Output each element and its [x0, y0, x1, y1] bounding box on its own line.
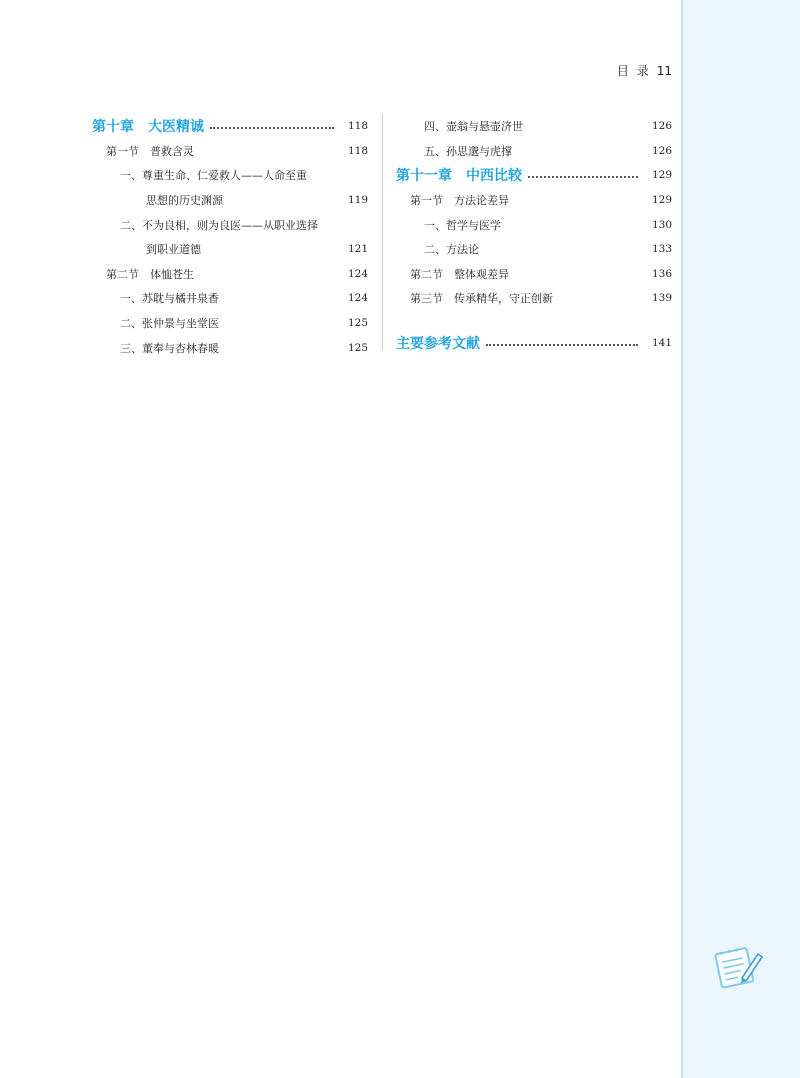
toc-entry-title: 第十章 大医精诚 [92, 119, 204, 136]
toc-entry-page: 130 [651, 218, 672, 231]
toc-entry-title: 一、尊重生命、仁爱救人——人命至重 [120, 169, 307, 183]
toc-entry-page: 129 [651, 169, 672, 182]
toc-entry-title: 到职业道德 [146, 243, 201, 257]
dot-leader [486, 344, 638, 346]
toc-right-column [396, 114, 672, 355]
toc-entry-page: 119 [347, 194, 368, 207]
toc-entry-title: 第二节 整体观差异 [410, 267, 509, 281]
toc-entry-sub[interactable] [92, 163, 368, 188]
toc-entry-page: 124 [347, 292, 368, 305]
toc-entry-title: 第三节 传承精华，守正创新 [410, 292, 553, 306]
toc-entry-sec[interactable] [92, 139, 368, 164]
toc-entry-title: 第一节 方法论差异 [410, 194, 509, 208]
toc-spacer [396, 311, 672, 331]
toc-entry-chap[interactable] [396, 331, 672, 356]
page-edge-line [681, 0, 683, 1078]
notebook-pencil-icon [712, 940, 764, 992]
toc-entry-title: 一、苏耽与橘井泉香 [120, 292, 219, 306]
toc-entry-title: 五、孙思邈与虎撑 [424, 144, 512, 158]
toc-entry-sub[interactable] [92, 286, 368, 311]
toc-entry-page: 141 [651, 337, 672, 350]
toc-entry-title: 二、方法论 [424, 243, 479, 257]
toc-entry-title: 一、哲学与医学 [424, 218, 501, 232]
toc-entry-page: 126 [651, 144, 672, 157]
toc-entry-page: 139 [651, 292, 672, 305]
toc-entry-page: 118 [347, 144, 368, 157]
toc-entry-title: 二、不为良相，则为良医——从职业选择 [120, 218, 318, 232]
toc-entry-sub[interactable] [396, 237, 672, 262]
toc-entry-sec[interactable] [396, 286, 672, 311]
toc-entry-title: 二、张仲景与坐堂医 [120, 317, 219, 331]
toc-entry-title: 三、董奉与杏林春暖 [120, 341, 219, 355]
toc-entry-page: 125 [347, 341, 368, 354]
toc-entry-page: 126 [651, 120, 672, 133]
toc-entry-page: 125 [347, 317, 368, 330]
toc-entry-cont[interactable] [92, 188, 368, 213]
toc-entry-sub[interactable] [396, 139, 672, 164]
column-divider [382, 114, 383, 350]
toc-entry-title: 四、壶翁与悬壶济世 [424, 120, 523, 134]
toc-entry-sub[interactable] [396, 114, 672, 139]
toc-left-column [92, 114, 368, 360]
toc-entry-cont[interactable] [92, 237, 368, 262]
toc-entry-sub[interactable] [92, 311, 368, 336]
dot-leader [210, 127, 334, 129]
toc-entry-sub[interactable] [92, 212, 368, 237]
toc-entry-sec[interactable] [92, 262, 368, 287]
toc-entry-sub[interactable] [396, 212, 672, 237]
toc-entry-page: 133 [651, 243, 672, 256]
page-number: 11 [656, 64, 672, 78]
toc-entry-page: 136 [651, 267, 672, 280]
dot-leader [528, 176, 638, 178]
toc-entry-sub[interactable] [92, 335, 368, 360]
toc-entry-sec[interactable] [396, 188, 672, 213]
toc-entry-page: 124 [347, 267, 368, 280]
toc-entry-title: 第十一章 中西比较 [396, 168, 522, 185]
toc-entry-chap[interactable] [92, 114, 368, 139]
toc-entry-page: 121 [347, 243, 368, 256]
toc-entry-page: 118 [347, 120, 368, 133]
toc-entry-title: 主要参考文献 [396, 336, 480, 353]
header-label: 目 录 [616, 64, 651, 78]
toc-entry-title: 思想的历史渊源 [146, 194, 223, 208]
toc-entry-page: 129 [651, 194, 672, 207]
running-header [617, 62, 672, 79]
toc-entry-chap[interactable] [396, 163, 672, 188]
page-edge-band [682, 0, 800, 1078]
toc-entry-title: 第一节 普救含灵 [106, 144, 194, 158]
toc-entry-sec[interactable] [396, 262, 672, 287]
toc-entry-title: 第二节 体恤苍生 [106, 267, 194, 281]
